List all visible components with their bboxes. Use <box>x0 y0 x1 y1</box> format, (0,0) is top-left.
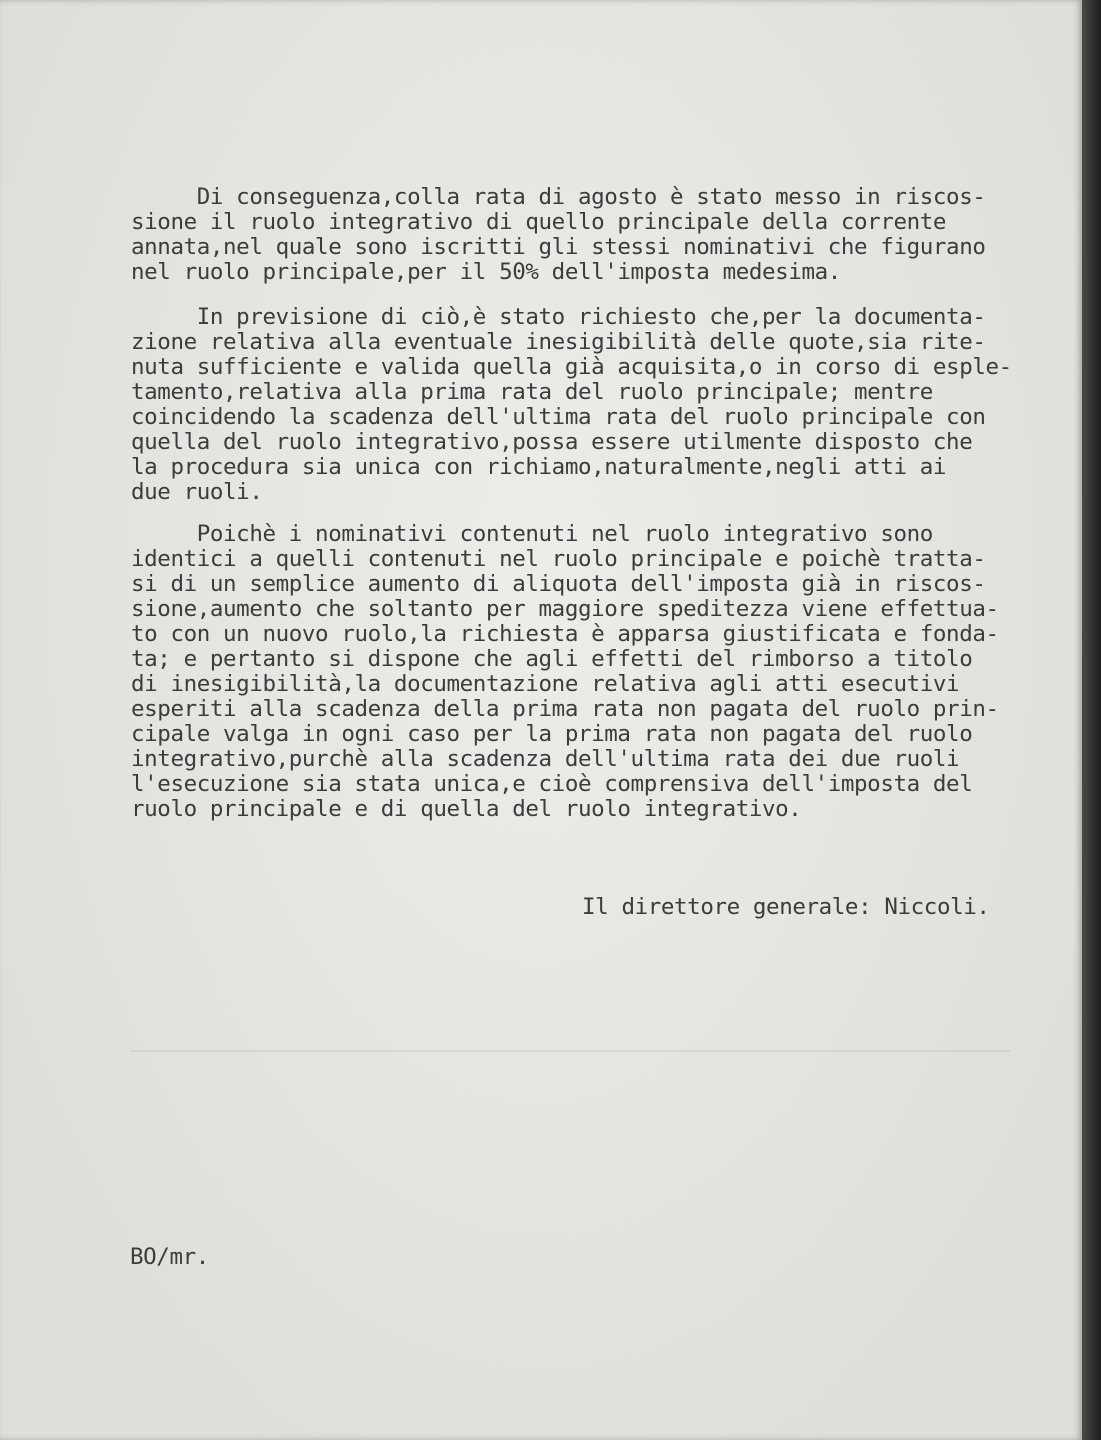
paragraph-3-line-11: l'esecuzione sia stata unica,e cioè comprensiva dell'imposta del <box>131 771 973 797</box>
paragraph-1 <box>131 160 986 285</box>
signature: Il direttore generale: Niccoli. <box>582 894 990 920</box>
paragraph-2 <box>131 280 1012 505</box>
paragraph-3-line-4: sione,aumento che soltanto per maggiore speditezza viene effettua- <box>131 596 999 622</box>
paragraph-3 <box>131 497 999 822</box>
reference-initials: BO/mr. <box>130 1244 209 1270</box>
paragraph-3-line-7: di inesigibilità,la documentazione relativa agli atti esecutivi <box>131 671 960 697</box>
paragraph-3-line-1: Poichè i nominativi contenuti nel ruolo integrativo sono <box>131 521 933 547</box>
paragraph-2-line-6: quella del ruolo integrativo,possa essere utilmente disposto che <box>131 429 973 455</box>
page-edge-shadow <box>1082 0 1101 1440</box>
paragraph-3-line-9: cipale valga in ogni caso per la prima rata non pagata del ruolo <box>131 721 973 747</box>
paragraph-2-line-7: la procedura sia unica con richiamo,naturalmente,negli atti ai <box>131 454 947 480</box>
paragraph-1-line-4: nel ruolo principale,per il 50% dell'imposta medesima. <box>131 259 841 285</box>
paragraph-3-line-6: ta; e pertanto si dispone che agli effetti del rimborso a titolo <box>131 646 973 672</box>
paragraph-1-line-1: Di conseguenza,colla rata di agosto è stato messo in riscos- <box>131 184 986 210</box>
bleed-through-rule <box>130 1050 1010 1052</box>
paragraph-2-line-2: zione relativa alla eventuale inesigibilità delle quote,sia rite- <box>131 329 986 355</box>
paragraph-3-line-10: integrativo,purchè alla scadenza dell'ultima rata dei due ruoli <box>131 746 960 772</box>
paragraph-1-line-3: annata,nel quale sono iscritti gli stessi nominativi che figurano <box>131 234 986 260</box>
paragraph-3-line-5: to con un nuovo ruolo,la richiesta è apparsa giustificata e fonda- <box>131 621 999 647</box>
paragraph-2-line-3: nuta sufficiente e valida quella già acquisita,o in corso di esple- <box>131 354 1012 380</box>
paragraph-2-line-1: In previsione di ciò,è stato richiesto che,per la documenta- <box>131 304 986 330</box>
paragraph-3-line-3: si di un semplice aumento di aliquota dell'imposta già in riscos- <box>131 571 986 597</box>
paragraph-2-line-5: coincidendo la scadenza dell'ultima rata del ruolo principale con <box>131 404 986 430</box>
paragraph-3-line-8: esperiti alla scadenza della prima rata non pagata del ruolo prin- <box>131 696 999 722</box>
paragraph-2-line-4: tamento,relativa alla prima rata del ruolo principale; mentre <box>131 379 933 405</box>
paragraph-3-line-12: ruolo principale e di quella del ruolo integrativo. <box>131 796 802 822</box>
paragraph-2-line-8: due ruoli. <box>131 479 263 505</box>
paragraph-3-line-2: identici a quelli contenuti nel ruolo principale e poichè tratta- <box>131 546 986 572</box>
paragraph-1-line-2: sione il ruolo integrativo di quello principale della corrente <box>131 209 947 235</box>
